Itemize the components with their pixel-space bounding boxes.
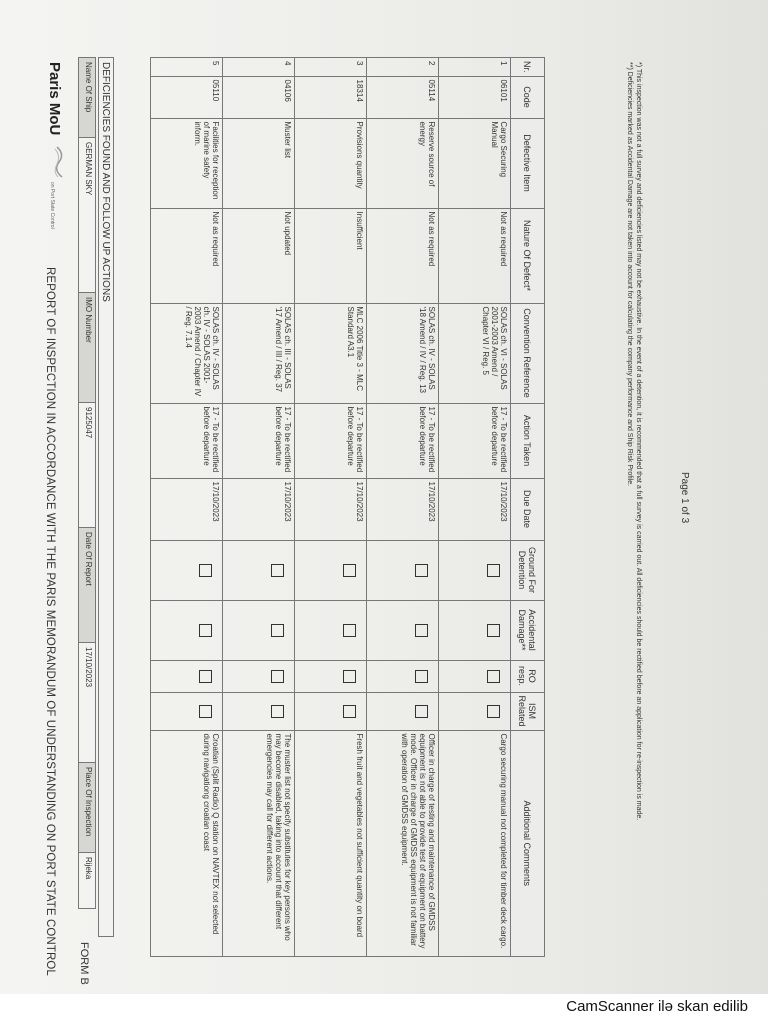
ground-detention-cell: [367, 540, 439, 600]
ro-resp-checkbox[interactable]: [271, 670, 284, 683]
accidental-damage-checkbox[interactable]: [415, 624, 428, 637]
row-due-date: 17/10/2023: [223, 478, 295, 540]
row-action: 17 - To be rectified before departure: [223, 403, 295, 478]
footnote-1: *) This inspection was not a full survey and deficiencies listed may not be exhaustive. In the event of a detention, it is recommended that a full survey is carried out. All deficiencies should be rectified before an application for re-inspection is made.: [635, 62, 642, 821]
rotated-form: [0, 2, 718, 992]
row-reference: SOLAS ch. IV - SOLAS ch. IV - SOLAS 2001-2003 Amend / Chapter IV / Reg. 7.1.4: [151, 303, 223, 403]
accidental-cell: [151, 600, 223, 660]
row-due-date: 17/10/2023: [367, 478, 439, 540]
org-name: Paris MoU: [46, 62, 63, 136]
accidental-damage-checkbox[interactable]: [487, 624, 500, 637]
accidental-cell: [439, 600, 511, 660]
ro-resp-checkbox[interactable]: [487, 670, 500, 683]
row-action: 17 - To be rectified before departure: [151, 403, 223, 478]
ism-cell: [295, 692, 367, 730]
ism-cell: [439, 692, 511, 730]
ism-related-checkbox[interactable]: [343, 705, 356, 718]
row-nature: Not updated: [223, 208, 295, 303]
ism-related-checkbox[interactable]: [199, 705, 212, 718]
col-reference: Convention Reference: [511, 303, 545, 403]
ground-detention-cell: [151, 540, 223, 600]
table-header-row: [511, 58, 545, 957]
col-due-date: Due Date: [511, 478, 545, 540]
table-row: [151, 58, 223, 957]
report-date: 17/10/2023: [79, 643, 95, 763]
section-title: DEFICIENCIES FOUND AND FOLLOW UP ACTIONS: [98, 57, 114, 937]
row-action: 17 - To be rectified before departure: [295, 403, 367, 478]
row-due-date: 17/10/2023: [151, 478, 223, 540]
table-row: [367, 58, 439, 957]
place-of-inspection: Rijeka: [84, 857, 93, 880]
form-label: FORM B: [78, 942, 90, 985]
col-ism: ISM Related: [511, 692, 545, 730]
place-label: Place Of Inspection: [79, 763, 95, 853]
report-date-label: Date Of Report: [79, 528, 95, 643]
row-code: 05114: [367, 76, 439, 118]
row-reference: SOLAS ch. III - SOLAS '17 Amend / III / Reg. 37: [223, 303, 295, 403]
table-row: [439, 58, 511, 957]
col-ground-detention: Ground For Detention: [511, 540, 545, 600]
ground-detention-cell: [223, 540, 295, 600]
ship-header-table: [78, 57, 96, 909]
ism-related-checkbox[interactable]: [487, 705, 500, 718]
row-item: Reserve source of energy: [367, 118, 439, 208]
imo-number: 9125047: [79, 403, 95, 528]
logo-wave-icon: [53, 146, 67, 178]
row-comments: Croatian (Split Radio) Q station on NAVTEX not selected during navigationg croatian coast: [151, 730, 223, 956]
ground-detention-cell: [439, 540, 511, 600]
accidental-damage-checkbox[interactable]: [271, 624, 284, 637]
row-action: 17 - To be rectified before departure: [439, 403, 511, 478]
row-reference: SOLAS ch. IV - SOLAS '18 Amend / IV / Reg. 13: [367, 303, 439, 403]
row-comments: Fresh fruit and vegetables not sufficient quantity on board: [295, 730, 367, 956]
page-number: Page 1 of 3: [679, 472, 690, 524]
row-nature: Not as required: [367, 208, 439, 303]
col-nature: Nature Of Defect*: [511, 208, 545, 303]
ism-related-checkbox[interactable]: [271, 705, 284, 718]
col-item: Defective Item: [511, 118, 545, 208]
ground-detention-checkbox[interactable]: [415, 564, 428, 577]
row-nr: 4: [223, 58, 295, 77]
ro-cell: [151, 660, 223, 692]
row-item: Provisions quantity: [295, 118, 367, 208]
ground-detention-checkbox[interactable]: [487, 564, 500, 577]
report-title: REPORT OF INSPECTION IN ACCORDANCE WITH THE PARIS MEMORANDUM OF UNDERSTANDING ON PORT STATE CONTROL: [44, 267, 56, 976]
ism-related-checkbox[interactable]: [415, 705, 428, 718]
row-code: 05110: [151, 76, 223, 118]
col-nr: Nr.: [511, 58, 545, 77]
footnote-2: **) Deficiencies marked as Accidental Damage are not taken into account for calculating the company performance and Ship Risk Profile.: [626, 62, 633, 487]
accidental-damage-checkbox[interactable]: [199, 624, 212, 637]
row-code: 06101: [439, 76, 511, 118]
row-action: 17 - To be rectified before departure: [367, 403, 439, 478]
row-comments: The muster list not specify substitutes for key persons who may become disabled, taking into account that different emergencies may call for different actions.: [223, 730, 295, 956]
scanner-watermark: CamScanner ilə skan edilib: [566, 998, 748, 1015]
ground-detention-cell: [295, 540, 367, 600]
deficiencies-table: [150, 57, 545, 957]
row-item: Cargo Securing Manual: [439, 118, 511, 208]
col-action: Action Taken: [511, 403, 545, 478]
row-code: 04106: [223, 76, 295, 118]
ship-name-label: Name Of Ship: [79, 58, 95, 138]
row-item: Muster list: [223, 118, 295, 208]
row-nature: Insufficient: [295, 208, 367, 303]
row-comments: Officer in charge of testing and maintenance of GMDSS equipment is not able to provide test of equipment on battery mode. Officer in charge of GMDSS equipment is not familiar with operation of GMDSS equipment.: [367, 730, 439, 956]
ism-cell: [151, 692, 223, 730]
ro-cell: [439, 660, 511, 692]
accidental-cell: [223, 600, 295, 660]
ro-cell: [367, 660, 439, 692]
ground-detention-checkbox[interactable]: [199, 564, 212, 577]
row-reference: MLC 2006 Title 3 - MLC Standard A3.1: [295, 303, 367, 403]
col-code: Code: [511, 76, 545, 118]
imo-label: IMO Number: [79, 293, 95, 403]
row-due-date: 17/10/2023: [295, 478, 367, 540]
ism-cell: [223, 692, 295, 730]
row-nr: 3: [295, 58, 367, 77]
row-nature: Not as required: [151, 208, 223, 303]
row-nature: Not as required: [439, 208, 511, 303]
ground-detention-checkbox[interactable]: [343, 564, 356, 577]
ro-resp-checkbox[interactable]: [343, 670, 356, 683]
ism-cell: [367, 692, 439, 730]
row-nr: 1: [439, 58, 511, 77]
col-ro: RO resp.: [511, 660, 545, 692]
ro-resp-checkbox[interactable]: [199, 670, 212, 683]
ro-cell: [223, 660, 295, 692]
ship-name: GERMAN SKY: [79, 138, 95, 293]
col-comments: Additional Comments: [511, 730, 545, 956]
accidental-cell: [295, 600, 367, 660]
row-reference: SOLAS ch. VI - SOLAS 2001-2003 Amend / Chapter VI / Reg. 5: [439, 303, 511, 403]
row-comments: Cargo securing manual not completed for timber deck cargo.: [439, 730, 511, 956]
row-nr: 2: [367, 58, 439, 77]
org-subtitle: on Port State Control: [49, 182, 55, 229]
row-due-date: 17/10/2023: [439, 478, 511, 540]
accidental-damage-checkbox[interactable]: [343, 624, 356, 637]
table-row: [295, 58, 367, 957]
ground-detention-checkbox[interactable]: [271, 564, 284, 577]
footnotes: [625, 62, 643, 942]
ro-resp-checkbox[interactable]: [415, 670, 428, 683]
table-row: [223, 58, 295, 957]
col-accidental: Accidental Damage**: [511, 600, 545, 660]
accidental-cell: [367, 600, 439, 660]
row-nr: 5: [151, 58, 223, 77]
paris-mou-logo: [45, 62, 63, 229]
ro-cell: [295, 660, 367, 692]
row-code: 18314: [295, 76, 367, 118]
row-item: Facilities for reception of marine safety inform.: [151, 118, 223, 208]
